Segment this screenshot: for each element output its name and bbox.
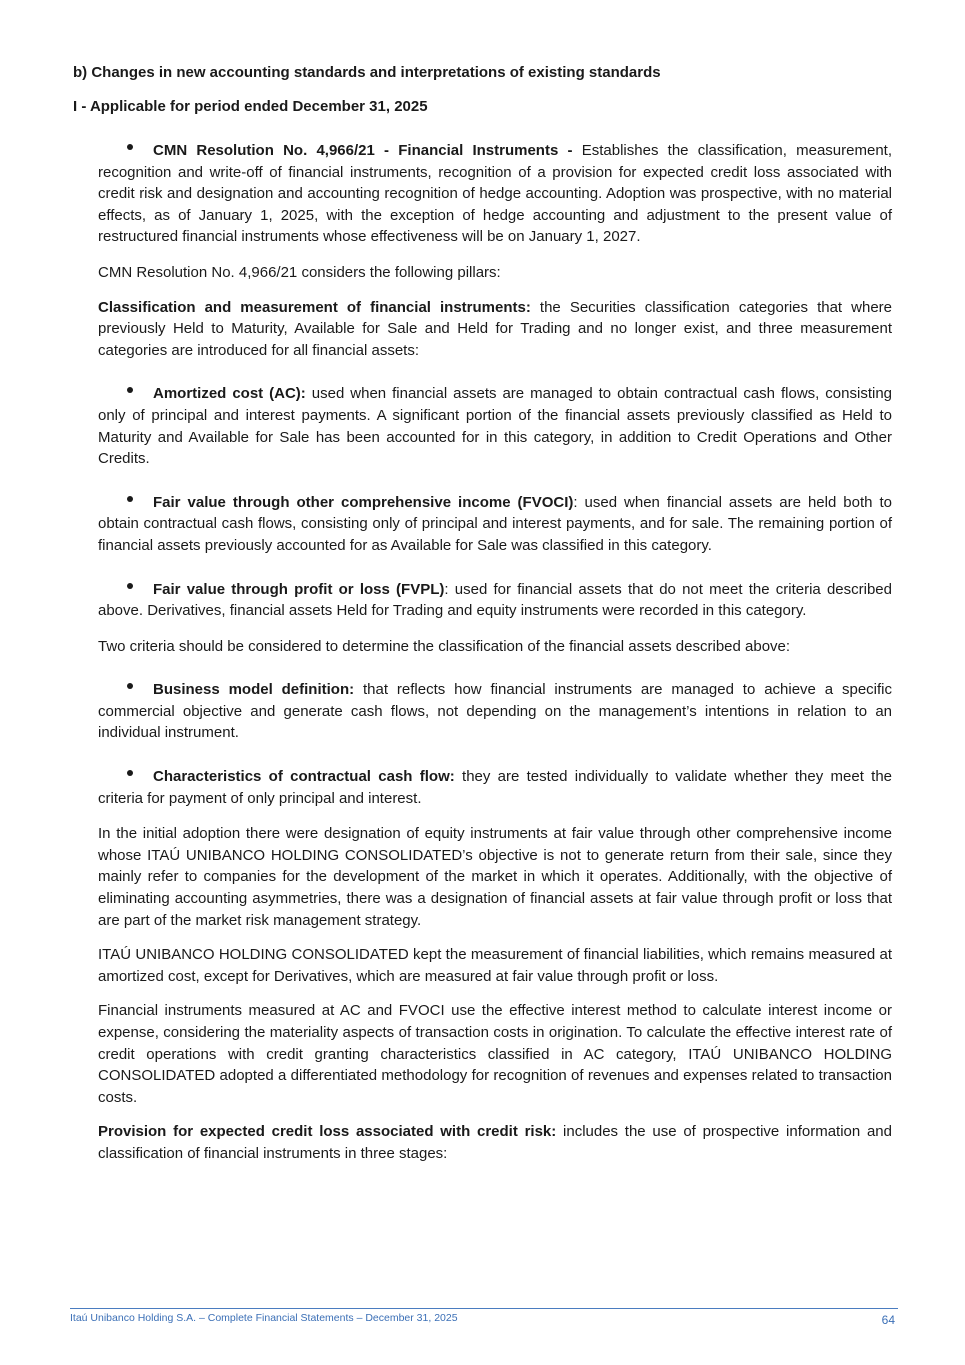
bold-lead: Classification and measurement of financial instruments: [98,298,531,316]
list-item-fvoci [98,492,892,557]
bullet-icon [98,579,153,601]
bullet-text: : used for financial assets that do not meet the criteria described above. Derivatives, financial assets Held for Trading and equity instruments were recorded in this category. [98,580,892,620]
paragraph-text: the Securities classification categories that where previously Held to Maturity, Available for Sale and Held for Trading and no longer exist, and three measurement categories are introduced for all financial assets: [98,298,893,359]
bullet-icon [98,140,153,162]
bullet-text: : used when financial assets are held both to obtain contractual cash flows, consisting only of principal and interest payments, and for sale. The remaining portion of financial assets previously accounted for as Available for Sale was classified in this category. [98,493,892,554]
list-item-amortized-cost [98,383,892,469]
bullet-icon [98,766,153,788]
bold-lead: Amortized cost (AC): [153,385,306,403]
footer-divider [70,1308,898,1309]
paragraph-classification [98,297,892,362]
bullet-text: Establishes the classification, measurement, recognition and write-off of financial instruments, recognition of a provision for expected credit loss associated with credit risk and designation and accounting recognition of hedge accounting. Adoption was prospective, with no material effects, as of January 1, 2025, with the exception of hedge accounting and adjustment to the present value of restructured financial instruments whose effectiveness will be on January 1, 2027. [98,142,892,246]
paragraph-effective-interest: Financial instruments measured at AC and FVOCI use the effective interest method to calculate interest income or expense, considering the materiality aspects of transaction costs in origination. To calculate the effective interest rate of credit operations with credit granting characteristics classified in AC category, ITAÚ UNIBANCO HOLDING CONSOLIDATED adopted a differentiated methodology for recognition of revenues and expenses related to transaction costs. [98,1002,892,1106]
bold-lead: Provision for expected credit loss associated with credit risk: [98,1123,557,1141]
paragraph-financial-liabilities: ITAÚ UNIBANCO HOLDING CONSOLIDATED kept the measurement of financial liabilities, which remains measured at amortized cost, except for Derivatives, which are measured at fair value through profit or loss. [98,946,892,985]
bullet-icon [98,383,153,405]
paragraph-initial-adoption: In the initial adoption there were designation of equity instruments at fair value through other comprehensive income whose ITAÚ UNIBANCO HOLDING CONSOLIDATED’s objective is not to generate return from their sale, since they mainly refer to companies for the development of the market in which it operates. Additionally, with the objective of eliminating accounting asymmetries, there was a designation of financial assets at fair value through profit or loss that are part of the market risk management strategy. [98,825,892,929]
document-body [98,140,892,1178]
bold-lead: CMN Resolution No. 4,966/21 - Financial Instruments - [153,142,573,159]
paragraph-criteria-intro: Two criteria should be considered to determine the classification of the financial assets described above: [98,637,791,655]
page-number: 64 [881,1313,895,1327]
bullet-text: that reflects how financial instruments are managed to achieve a specific commercial objective and generate cash flows, not depending on the management’s intentions in relation to an individual instrument. [98,681,893,742]
bold-lead: Fair value through profit or loss (FVPL) [153,580,445,598]
bullet-text: they are tested individually to validate whether they meet the criteria for payment of only principal and interest. [98,768,893,807]
list-item-cmn-resolution [98,140,892,248]
list-item-fvpl [98,579,892,622]
footer-text: Itaú Unibanco Holding S.A. – Complete Financial Statements – December 31, 2025 [70,1312,458,1324]
bold-lead: Characteristics of contractual cash flow: [153,768,455,786]
list-item-contractual-cash-flow [98,766,892,809]
subsection-heading: I - Applicable for period ended December 31, 2025 [73,98,428,115]
section-heading: b) Changes in new accounting standards and interpretations of existing standards [73,64,661,81]
paragraph-text: includes the use of prospective information and classification of financial instruments in three stages: [98,1123,892,1162]
list-item-business-model [98,679,892,744]
paragraph-provision [98,1121,892,1164]
bullet-text: used when financial assets are managed to obtain contractual cash flows, consisting only of principal and interest payments. A significant portion of the financial assets previously classified as Held to Maturity and Available for Sale has been accounted for in this category, in addition to Credit Operations and Other Credits. [98,385,893,468]
bold-lead: Business model definition: [153,681,355,699]
bullet-icon [98,492,153,514]
paragraph-pillars-intro: CMN Resolution No. 4,966/21 considers the following pillars: [98,263,501,281]
bullet-icon [98,679,153,701]
bold-lead: Fair value through other comprehensive income (FVOCI) [153,493,574,511]
